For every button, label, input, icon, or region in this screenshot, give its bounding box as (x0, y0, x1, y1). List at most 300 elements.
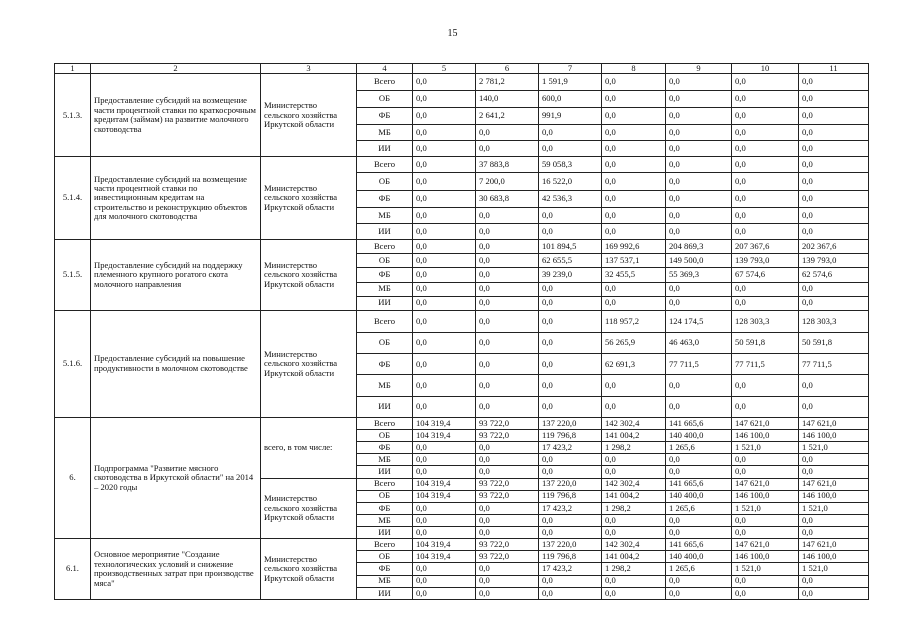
value-cell: 67 574,6 (732, 268, 799, 282)
funding-source: ОБ (357, 254, 413, 268)
value-cell: 77 711,5 (732, 354, 799, 375)
value-cell: 101 894,5 (539, 240, 602, 254)
value-cell: 146 100,0 (799, 551, 869, 563)
value-cell: 0,0 (413, 354, 476, 375)
header-row (55, 64, 869, 74)
value-cell: 147 621,0 (732, 478, 799, 490)
value-cell: 77 711,5 (799, 354, 869, 375)
value-cell: 0,0 (799, 173, 869, 190)
funding-source: ФБ (357, 190, 413, 207)
value-cell: 0,0 (413, 563, 476, 575)
funding-source: ИИ (357, 587, 413, 599)
value-cell: 93 722,0 (476, 490, 539, 502)
value-cell: 139 793,0 (732, 254, 799, 268)
value-cell: 0,0 (799, 296, 869, 310)
value-cell: 0,0 (413, 107, 476, 124)
value-cell: 93 722,0 (476, 539, 539, 551)
value-cell: 0,0 (799, 124, 869, 140)
table-row (55, 74, 869, 90)
value-cell: 0,0 (602, 90, 666, 107)
value-cell: 0,0 (666, 466, 732, 478)
value-cell: 0,0 (539, 282, 602, 296)
value-cell: 0,0 (732, 141, 799, 157)
value-cell: 0,0 (666, 157, 732, 173)
value-cell: 146 100,0 (732, 490, 799, 502)
value-cell: 2 641,2 (476, 107, 539, 124)
value-cell: 17 423,2 (539, 442, 602, 454)
item-code: 5.1.6. (55, 310, 91, 417)
value-cell: 0,0 (732, 74, 799, 90)
value-cell: 0,0 (732, 575, 799, 587)
column-header: 7 (539, 64, 602, 74)
value-cell: 0,0 (476, 268, 539, 282)
value-cell: 59 058,3 (539, 157, 602, 173)
value-cell: 0,0 (799, 107, 869, 124)
value-cell: 0,0 (476, 527, 539, 539)
value-cell: 147 621,0 (799, 478, 869, 490)
value-cell: 119 796,8 (539, 430, 602, 442)
value-cell: 0,0 (539, 354, 602, 375)
value-cell: 207 367,6 (732, 240, 799, 254)
value-cell: 0,0 (476, 240, 539, 254)
value-cell: 0,0 (666, 375, 732, 396)
value-cell: 0,0 (732, 296, 799, 310)
value-cell: 0,0 (602, 282, 666, 296)
value-cell: 0,0 (666, 527, 732, 539)
item-executor: Министерство сельского хозяйства Иркутской области (261, 539, 357, 600)
funding-source: ОБ (357, 90, 413, 107)
value-cell: 0,0 (476, 333, 539, 354)
value-cell: 0,0 (732, 466, 799, 478)
page-number: 15 (447, 28, 458, 39)
value-cell: 146 100,0 (799, 430, 869, 442)
value-cell: 0,0 (799, 375, 869, 396)
value-cell: 141 004,2 (602, 490, 666, 502)
value-cell: 1 298,2 (602, 563, 666, 575)
value-cell: 0,0 (413, 502, 476, 514)
value-cell: 0,0 (666, 223, 732, 239)
value-cell: 0,0 (666, 90, 732, 107)
value-cell: 147 621,0 (732, 417, 799, 429)
value-cell: 0,0 (539, 310, 602, 332)
item-name: Основное мероприятие "Создание технологических условий и снижение производственных затрат при производстве мяса" (91, 539, 261, 600)
value-cell: 137 220,0 (539, 417, 602, 429)
value-cell: 1 298,2 (602, 442, 666, 454)
value-cell: 7 200,0 (476, 173, 539, 190)
value-cell: 140,0 (476, 90, 539, 107)
value-cell: 0,0 (732, 514, 799, 526)
value-cell: 17 423,2 (539, 563, 602, 575)
funding-source: Всего (357, 539, 413, 551)
value-cell: 141 665,6 (666, 539, 732, 551)
value-cell: 0,0 (799, 223, 869, 239)
value-cell: 0,0 (799, 575, 869, 587)
value-cell: 0,0 (602, 173, 666, 190)
value-cell: 0,0 (732, 107, 799, 124)
value-cell: 56 265,9 (602, 333, 666, 354)
value-cell: 1 298,2 (602, 502, 666, 514)
value-cell: 104 319,4 (413, 539, 476, 551)
value-cell: 0,0 (799, 396, 869, 417)
value-cell: 1 591,9 (539, 74, 602, 90)
value-cell: 0,0 (799, 282, 869, 296)
value-cell: 0,0 (799, 207, 869, 223)
value-cell: 204 869,3 (666, 240, 732, 254)
value-cell: 119 796,8 (539, 551, 602, 563)
value-cell: 0,0 (476, 223, 539, 239)
value-cell: 93 722,0 (476, 478, 539, 490)
value-cell: 0,0 (539, 575, 602, 587)
value-cell: 137 537,1 (602, 254, 666, 268)
value-cell: 93 722,0 (476, 430, 539, 442)
table-row (55, 417, 869, 429)
item-name: Предоставление субсидий на поддержку племенного крупного рогатого скота молочного направления (91, 240, 261, 311)
value-cell: 0,0 (413, 454, 476, 466)
column-header: 4 (357, 64, 413, 74)
funding-source: Всего (357, 157, 413, 173)
value-cell: 0,0 (539, 207, 602, 223)
value-cell: 0,0 (799, 514, 869, 526)
funding-source: Всего (357, 74, 413, 90)
value-cell: 0,0 (476, 514, 539, 526)
funding-source: МБ (357, 575, 413, 587)
value-cell: 141 004,2 (602, 551, 666, 563)
value-cell: 39 239,0 (539, 268, 602, 282)
funding-source: ИИ (357, 527, 413, 539)
value-cell: 50 591,8 (799, 333, 869, 354)
funding-source: ФБ (357, 268, 413, 282)
value-cell: 0,0 (413, 141, 476, 157)
value-cell: 1 521,0 (732, 442, 799, 454)
value-cell: 17 423,2 (539, 502, 602, 514)
column-header: 8 (602, 64, 666, 74)
value-cell: 0,0 (732, 375, 799, 396)
funding-source: ОБ (357, 173, 413, 190)
value-cell: 0,0 (602, 296, 666, 310)
value-cell: 0,0 (666, 207, 732, 223)
value-cell: 104 319,4 (413, 478, 476, 490)
value-cell: 0,0 (413, 207, 476, 223)
value-cell: 137 220,0 (539, 478, 602, 490)
value-cell: 147 621,0 (799, 539, 869, 551)
funding-source: ИИ (357, 466, 413, 478)
value-cell: 141 665,6 (666, 478, 732, 490)
value-cell: 142 302,4 (602, 478, 666, 490)
value-cell: 0,0 (799, 190, 869, 207)
value-cell: 0,0 (539, 466, 602, 478)
item-code: 6.1. (55, 539, 91, 600)
value-cell: 0,0 (732, 157, 799, 173)
value-cell: 147 621,0 (799, 417, 869, 429)
value-cell: 0,0 (666, 107, 732, 124)
value-cell: 0,0 (732, 282, 799, 296)
funding-source: ФБ (357, 354, 413, 375)
value-cell: 0,0 (539, 124, 602, 140)
value-cell: 104 319,4 (413, 430, 476, 442)
funding-source: МБ (357, 514, 413, 526)
value-cell: 0,0 (732, 454, 799, 466)
item-executor: Министерство сельского хозяйства Иркутской области (261, 240, 357, 311)
value-cell: 0,0 (602, 466, 666, 478)
item-executor: Министерство сельского хозяйства Иркутской области (261, 74, 357, 157)
value-cell: 0,0 (476, 354, 539, 375)
value-cell: 0,0 (799, 527, 869, 539)
value-cell: 104 319,4 (413, 490, 476, 502)
funding-source: ИИ (357, 141, 413, 157)
funding-source: ФБ (357, 563, 413, 575)
value-cell: 0,0 (413, 527, 476, 539)
value-cell: 0,0 (476, 442, 539, 454)
value-cell: 128 303,3 (799, 310, 869, 332)
item-executor: Министерство сельского хозяйства Иркутской области (261, 310, 357, 417)
value-cell: 0,0 (476, 310, 539, 332)
value-cell: 140 400,0 (666, 551, 732, 563)
value-cell: 118 957,2 (602, 310, 666, 332)
value-cell: 0,0 (799, 74, 869, 90)
funding-source: ОБ (357, 333, 413, 354)
value-cell: 0,0 (602, 190, 666, 207)
value-cell: 149 500,0 (666, 254, 732, 268)
value-cell: 0,0 (476, 502, 539, 514)
value-cell: 0,0 (413, 333, 476, 354)
value-cell: 0,0 (413, 74, 476, 90)
value-cell: 0,0 (602, 74, 666, 90)
value-cell: 0,0 (602, 396, 666, 417)
value-cell: 0,0 (413, 587, 476, 599)
value-cell: 0,0 (732, 190, 799, 207)
value-cell: 0,0 (732, 124, 799, 140)
funding-source: ОБ (357, 430, 413, 442)
value-cell: 0,0 (602, 375, 666, 396)
value-cell: 0,0 (602, 223, 666, 239)
value-cell: 0,0 (732, 587, 799, 599)
value-cell: 0,0 (602, 141, 666, 157)
funding-source: Всего (357, 310, 413, 332)
value-cell: 0,0 (476, 141, 539, 157)
item-name: Предоставление субсидий на возмещение части процентной ставки по краткосрочным кредитам (займам) на развитие молочного скотоводства (91, 74, 261, 157)
value-cell: 142 302,4 (602, 539, 666, 551)
value-cell: 0,0 (732, 527, 799, 539)
value-cell: 0,0 (476, 282, 539, 296)
value-cell: 0,0 (666, 514, 732, 526)
value-cell: 119 796,8 (539, 490, 602, 502)
value-cell: 0,0 (539, 587, 602, 599)
column-header: 2 (91, 64, 261, 74)
value-cell: 1 265,6 (666, 442, 732, 454)
value-cell: 600,0 (539, 90, 602, 107)
value-cell: 62 574,6 (799, 268, 869, 282)
value-cell: 0,0 (666, 454, 732, 466)
value-cell: 0,0 (539, 296, 602, 310)
value-cell: 0,0 (539, 333, 602, 354)
value-cell: 1 521,0 (799, 563, 869, 575)
value-cell: 0,0 (602, 454, 666, 466)
table-row (55, 157, 869, 173)
value-cell: 0,0 (413, 223, 476, 239)
value-cell: 42 536,3 (539, 190, 602, 207)
value-cell: 0,0 (539, 223, 602, 239)
item-name: Подпрограмма "Развитие мясного скотоводства в Иркутской области" на 2014 – 2020 годы (91, 417, 261, 538)
value-cell: 0,0 (732, 90, 799, 107)
value-cell: 0,0 (799, 454, 869, 466)
value-cell: 0,0 (476, 124, 539, 140)
value-cell: 0,0 (602, 514, 666, 526)
funding-source: ИИ (357, 396, 413, 417)
value-cell: 0,0 (413, 514, 476, 526)
value-cell: 0,0 (413, 296, 476, 310)
value-cell: 0,0 (476, 454, 539, 466)
value-cell: 0,0 (476, 254, 539, 268)
value-cell: 0,0 (413, 466, 476, 478)
value-cell: 146 100,0 (732, 430, 799, 442)
value-cell: 0,0 (602, 107, 666, 124)
value-cell: 0,0 (666, 282, 732, 296)
column-header: 10 (732, 64, 799, 74)
value-cell: 0,0 (666, 575, 732, 587)
value-cell: 0,0 (476, 296, 539, 310)
value-cell: 1 521,0 (799, 442, 869, 454)
value-cell: 30 683,8 (476, 190, 539, 207)
value-cell: 991,9 (539, 107, 602, 124)
value-cell: 142 302,4 (602, 417, 666, 429)
value-cell: 0,0 (666, 141, 732, 157)
value-cell: 0,0 (539, 141, 602, 157)
value-cell: 1 265,6 (666, 502, 732, 514)
value-cell: 0,0 (413, 190, 476, 207)
value-cell: 202 367,6 (799, 240, 869, 254)
item-name: Предоставление субсидий на повышение продуктивности в молочном скотоводстве (91, 310, 261, 417)
value-cell: 0,0 (413, 575, 476, 587)
column-header: 6 (476, 64, 539, 74)
value-cell: 0,0 (413, 282, 476, 296)
value-cell: 77 711,5 (666, 354, 732, 375)
value-cell: 0,0 (666, 190, 732, 207)
value-cell: 169 992,6 (602, 240, 666, 254)
value-cell: 0,0 (413, 157, 476, 173)
value-cell: 93 722,0 (476, 551, 539, 563)
value-cell: 0,0 (602, 527, 666, 539)
funding-source: Всего (357, 240, 413, 254)
value-cell: 0,0 (476, 375, 539, 396)
value-cell: 93 722,0 (476, 417, 539, 429)
table-row (55, 240, 869, 254)
value-cell: 0,0 (413, 173, 476, 190)
column-header: 1 (55, 64, 91, 74)
value-cell: 0,0 (476, 207, 539, 223)
column-header: 5 (413, 64, 476, 74)
value-cell: 0,0 (413, 268, 476, 282)
value-cell: 37 883,8 (476, 157, 539, 173)
funding-source: ИИ (357, 223, 413, 239)
funding-source: ОБ (357, 551, 413, 563)
value-cell: 141 004,2 (602, 430, 666, 442)
value-cell: 146 100,0 (799, 490, 869, 502)
value-cell: 55 369,3 (666, 268, 732, 282)
value-cell: 0,0 (602, 587, 666, 599)
value-cell: 0,0 (799, 157, 869, 173)
column-header: 9 (666, 64, 732, 74)
value-cell: 104 319,4 (413, 551, 476, 563)
value-cell: 140 400,0 (666, 430, 732, 442)
value-cell: 0,0 (539, 527, 602, 539)
funding-source: ИИ (357, 296, 413, 310)
value-cell: 1 265,6 (666, 563, 732, 575)
column-header: 3 (261, 64, 357, 74)
value-cell: 0,0 (539, 396, 602, 417)
item-code: 6. (55, 417, 91, 538)
value-cell: 50 591,8 (732, 333, 799, 354)
value-cell: 0,0 (413, 254, 476, 268)
value-cell: 141 665,6 (666, 417, 732, 429)
table-row (55, 539, 869, 551)
value-cell: 0,0 (476, 396, 539, 417)
value-cell: 0,0 (799, 466, 869, 478)
funding-source: ОБ (357, 490, 413, 502)
value-cell: 62 655,5 (539, 254, 602, 268)
value-cell: 62 691,3 (602, 354, 666, 375)
value-cell: 0,0 (413, 442, 476, 454)
funding-source: МБ (357, 454, 413, 466)
value-cell: 0,0 (413, 310, 476, 332)
value-cell: 0,0 (666, 74, 732, 90)
item-executor: всего, в том числе: (261, 417, 357, 478)
value-cell: 32 455,5 (602, 268, 666, 282)
value-cell: 0,0 (413, 240, 476, 254)
funding-source: МБ (357, 375, 413, 396)
value-cell: 0,0 (799, 587, 869, 599)
value-cell: 2 781,2 (476, 74, 539, 90)
item-name: Предоставление субсидий на возмещение части процентной ставки по инвестиционным кредитам на строительство и реконструкцию объектов для молочного скотоводства (91, 157, 261, 240)
value-cell: 0,0 (732, 173, 799, 190)
value-cell: 0,0 (799, 90, 869, 107)
value-cell: 140 400,0 (666, 490, 732, 502)
value-cell: 104 319,4 (413, 417, 476, 429)
column-header: 11 (799, 64, 869, 74)
funding-source: ФБ (357, 502, 413, 514)
value-cell: 0,0 (666, 396, 732, 417)
value-cell: 124 174,5 (666, 310, 732, 332)
item-code: 5.1.3. (55, 74, 91, 157)
value-cell: 0,0 (413, 124, 476, 140)
value-cell: 0,0 (666, 296, 732, 310)
value-cell: 0,0 (602, 207, 666, 223)
value-cell: 0,0 (539, 514, 602, 526)
value-cell: 0,0 (602, 157, 666, 173)
value-cell: 0,0 (539, 375, 602, 396)
funding-table (54, 63, 869, 600)
value-cell: 0,0 (476, 466, 539, 478)
value-cell: 46 463,0 (666, 333, 732, 354)
value-cell: 139 793,0 (799, 254, 869, 268)
item-executor: Министерство сельского хозяйства Иркутской области (261, 157, 357, 240)
value-cell: 0,0 (732, 223, 799, 239)
item-code: 5.1.5. (55, 240, 91, 311)
value-cell: 0,0 (476, 587, 539, 599)
value-cell: 0,0 (732, 396, 799, 417)
funding-source: МБ (357, 124, 413, 140)
funding-source: ФБ (357, 107, 413, 124)
funding-source: МБ (357, 207, 413, 223)
value-cell: 0,0 (476, 563, 539, 575)
value-cell: 147 621,0 (732, 539, 799, 551)
value-cell: 0,0 (732, 207, 799, 223)
funding-source: Всего (357, 478, 413, 490)
value-cell: 0,0 (602, 124, 666, 140)
value-cell: 0,0 (799, 141, 869, 157)
value-cell: 0,0 (413, 396, 476, 417)
value-cell: 0,0 (666, 173, 732, 190)
item-executor: Министерство сельского хозяйства Иркутской области (261, 478, 357, 539)
